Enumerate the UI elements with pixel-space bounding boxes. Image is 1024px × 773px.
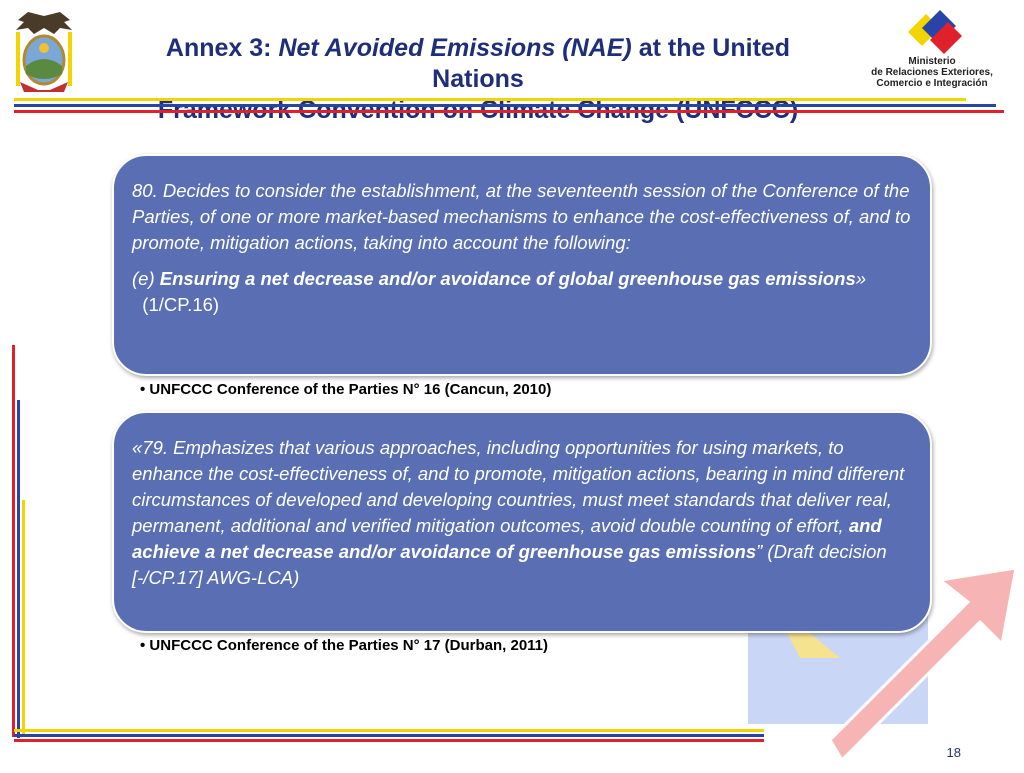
title-line1-rest: at the United Nations [432,34,791,93]
quote-panel-1 [112,154,932,376]
ministry-line1: Ministerio [908,56,956,67]
caption-cancun: • UNFCCC Conference of the Parties N° 16 (Cancun, 2010) [140,381,552,398]
panel1-item-end: » [855,268,867,289]
footer-rule-red [14,739,764,742]
panel2-text: «79. Emphasizes that various approaches, including opportunities for using markets, to enhance the cost-effectiveness of, and to promote, mitigation actions, bearing in mind different circumstances of developed and developing countries, must meet standards that deliver real, permanent, additional and verified mitigation outcomes, avoid double counting of effort, [132,437,905,536]
panel1-item-prefix: (e) [132,268,160,289]
header-rule-yellow [14,98,966,101]
caption-durban: • UNFCCC Conference of the Parties N° 17 (Durban, 2011) [140,637,549,654]
ministry-line3: Comercio e Integración [876,78,988,89]
side-rule-red [12,345,15,737]
title-italic: Net Avoided Emissions (NAE) [278,34,632,62]
title-prefix: Annex 3: [165,34,272,62]
footer-rule-blue [14,734,764,737]
panel1-paragraph: 80. Decides to consider the establishment, at the seventeenth session of the Conference of the Parties, of one or more market-based mechanisms to enhance the cost-effectiveness of, and to promote, mitigation actions, taking into account the following: [132,180,911,253]
ministry-logo [900,6,970,56]
ministry-line2: de Relaciones Exteriores, [871,67,993,78]
ministry-label [862,56,1002,89]
page-number: 18 [946,745,961,760]
header-rule-blue [14,104,996,107]
panel2-ref: ” (Draft decision [-/CP.17] AWG-LCA) [132,541,887,588]
coat-of-arms-logo [10,8,78,94]
header-rule-red [14,110,1004,113]
panel1-item-ref: (1/CP.16) [132,294,220,315]
side-rule-yellow [22,500,25,737]
panel2-bold: and achieve a net decrease and/or avoidance of greenhouse gas emissions [132,515,882,562]
footer-rule-yellow [14,729,764,732]
panel1-item-bold: Ensuring a net decrease and/or avoidance of global greenhouse gas emissions [159,268,856,289]
quote-panel-2 [112,411,932,633]
side-rule-blue [17,400,20,738]
